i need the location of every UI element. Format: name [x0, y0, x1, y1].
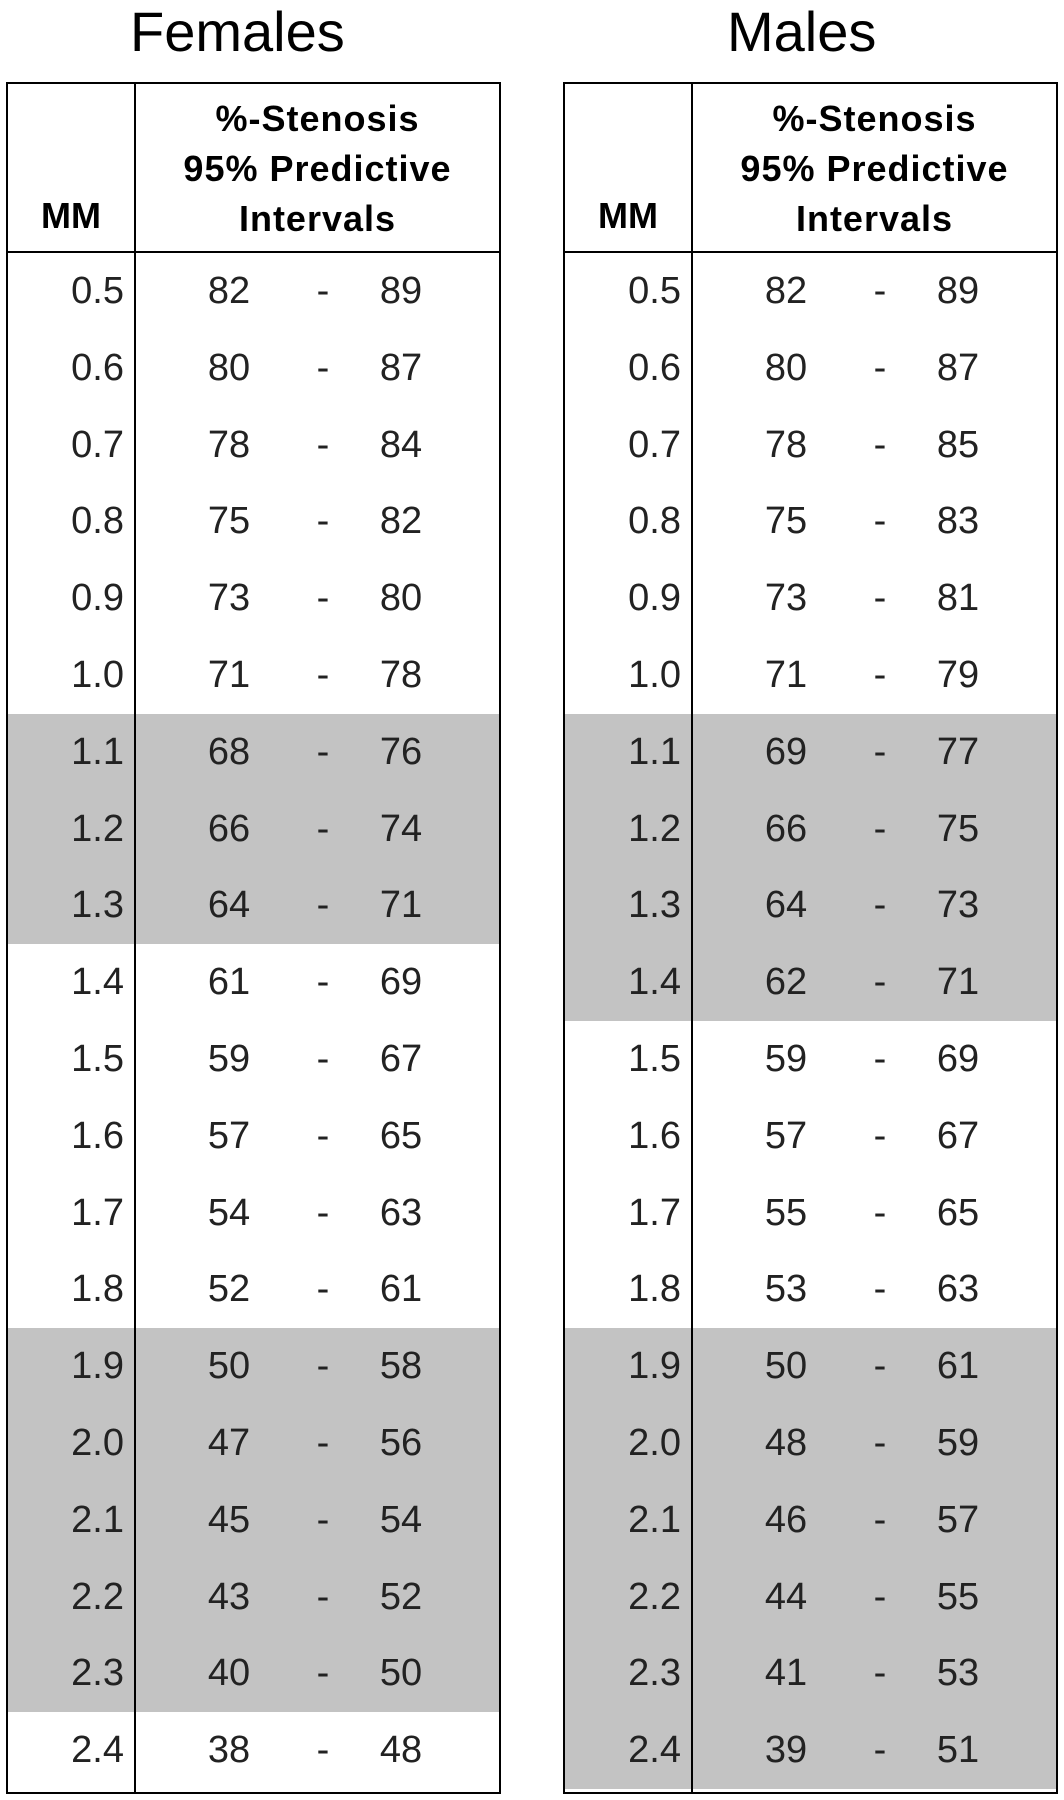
interval-separator: - [873, 1575, 887, 1618]
interval-low: 75 [764, 500, 808, 543]
interval-low: 71 [764, 653, 808, 696]
interval-low: 59 [207, 1037, 251, 1080]
interval-header-line: %-Stenosis [772, 98, 977, 139]
table-row [565, 1559, 1056, 1636]
interval-low: 52 [207, 1268, 251, 1311]
interval-low: 82 [207, 270, 251, 312]
interval-low: 73 [764, 577, 808, 620]
interval-separator: - [316, 1421, 330, 1464]
interval-separator: - [316, 1498, 330, 1541]
mm-value: 0.5 [71, 270, 124, 312]
interval-high: 74 [379, 807, 423, 850]
table-row [8, 944, 499, 1021]
mm-value: 0.9 [71, 577, 124, 620]
interval-column-header [693, 94, 1056, 244]
interval-separator: - [316, 807, 330, 850]
interval-header-line: 95% Predictive [183, 148, 452, 189]
table-row [8, 714, 499, 791]
females-table [6, 82, 501, 1794]
mm-value: 0.8 [71, 500, 124, 543]
table-row [8, 407, 499, 484]
interval-separator: - [316, 577, 330, 620]
table-row [8, 483, 499, 560]
header-divider [565, 251, 1056, 253]
table-row [8, 1251, 499, 1328]
interval-low: 73 [207, 577, 251, 620]
table-row [565, 330, 1056, 407]
interval-high: 80 [379, 577, 423, 620]
interval-low: 54 [207, 1191, 251, 1234]
interval-high: 61 [379, 1268, 423, 1311]
interval-low: 64 [207, 884, 251, 927]
mm-value: 2.2 [628, 1575, 681, 1618]
interval-low: 61 [207, 961, 251, 1004]
mm-value: 0.6 [628, 346, 681, 389]
interval-high: 50 [379, 1652, 423, 1695]
males-table [563, 82, 1058, 1794]
interval-separator: - [316, 423, 330, 466]
table-row [8, 330, 499, 407]
interval-separator: - [873, 1345, 887, 1388]
mm-value: 2.0 [628, 1421, 681, 1464]
interval-header-line: Intervals [238, 198, 397, 239]
table-row [8, 1328, 499, 1405]
table-row [565, 1175, 1056, 1252]
interval-low: 38 [207, 1729, 251, 1772]
interval-header-line: Intervals [795, 198, 954, 239]
table-row [8, 253, 499, 330]
interval-low: 75 [207, 500, 251, 543]
interval-column-header [136, 94, 499, 244]
interval-separator: - [873, 653, 887, 696]
table-row [565, 1328, 1056, 1405]
interval-separator: - [316, 1037, 330, 1080]
interval-high: 65 [936, 1191, 980, 1234]
interval-low: 39 [764, 1729, 808, 1772]
interval-separator: - [316, 730, 330, 773]
interval-high: 81 [936, 577, 980, 620]
interval-low: 62 [764, 961, 808, 1004]
males-title: Males [727, 0, 877, 63]
interval-high: 51 [936, 1729, 980, 1772]
table-row [565, 1482, 1056, 1559]
mm-value: 2.1 [628, 1498, 681, 1541]
mm-value: 1.6 [71, 1114, 124, 1157]
interval-high: 87 [379, 346, 423, 389]
interval-separator: - [873, 346, 887, 389]
interval-header-line: 95% Predictive [740, 148, 1009, 189]
mm-value: 0.7 [71, 423, 124, 466]
interval-high: 56 [379, 1421, 423, 1464]
mm-value: 1.4 [628, 961, 681, 1004]
interval-low: 41 [764, 1652, 808, 1695]
table-row [565, 407, 1056, 484]
interval-high: 59 [936, 1421, 980, 1464]
table-row [8, 1175, 499, 1252]
interval-high: 79 [936, 653, 980, 696]
females-rows [8, 253, 499, 1789]
interval-low: 64 [764, 884, 808, 927]
mm-value: 2.0 [71, 1421, 124, 1464]
mm-value: 0.8 [628, 500, 681, 543]
interval-high: 67 [379, 1037, 423, 1080]
interval-separator: - [316, 961, 330, 1004]
interval-separator: - [873, 1037, 887, 1080]
mm-value: 1.5 [71, 1037, 124, 1080]
mm-value: 1.9 [71, 1345, 124, 1388]
interval-low: 69 [764, 730, 808, 773]
mm-value: 2.4 [628, 1729, 681, 1772]
interval-low: 68 [207, 730, 251, 773]
interval-high: 58 [379, 1345, 423, 1388]
interval-high: 75 [936, 807, 980, 850]
interval-low: 78 [207, 423, 251, 466]
interval-separator: - [316, 1191, 330, 1234]
table-row [8, 1635, 499, 1712]
mm-value: 2.3 [628, 1652, 681, 1695]
table-row [565, 1712, 1056, 1789]
interval-header-line: %-Stenosis [215, 98, 420, 139]
interval-high: 78 [379, 653, 423, 696]
interval-low: 82 [764, 270, 808, 312]
interval-separator: - [873, 1114, 887, 1157]
interval-separator: - [873, 270, 887, 312]
mm-value: 2.2 [71, 1575, 124, 1618]
mm-value: 1.0 [71, 653, 124, 696]
interval-high: 71 [936, 961, 980, 1004]
interval-high: 63 [936, 1268, 980, 1311]
table-row [8, 1482, 499, 1559]
interval-low: 47 [207, 1421, 251, 1464]
interval-high: 84 [379, 423, 423, 466]
table-row [8, 1712, 499, 1789]
table-row [565, 1021, 1056, 1098]
mm-value: 1.2 [71, 807, 124, 850]
table-row [8, 637, 499, 714]
interval-low: 57 [207, 1114, 251, 1157]
mm-value: 1.9 [628, 1345, 681, 1388]
mm-value: 1.7 [71, 1191, 124, 1234]
males-rows [565, 253, 1056, 1789]
interval-separator: - [316, 270, 330, 312]
interval-low: 71 [207, 653, 251, 696]
header-divider [8, 251, 499, 253]
table-row [565, 1635, 1056, 1712]
interval-low: 57 [764, 1114, 808, 1157]
interval-separator: - [873, 1191, 887, 1234]
table-row [565, 714, 1056, 791]
interval-high: 63 [379, 1191, 423, 1234]
mm-value: 1.7 [628, 1191, 681, 1234]
interval-separator: - [873, 807, 887, 850]
interval-high: 55 [936, 1575, 980, 1618]
interval-low: 78 [764, 423, 808, 466]
interval-separator: - [316, 1652, 330, 1695]
interval-high: 82 [379, 500, 423, 543]
interval-separator: - [316, 884, 330, 927]
interval-low: 66 [764, 807, 808, 850]
mm-value: 0.6 [71, 346, 124, 389]
interval-high: 87 [936, 346, 980, 389]
interval-high: 52 [379, 1575, 423, 1618]
table-row [565, 944, 1056, 1021]
interval-low: 44 [764, 1575, 808, 1618]
interval-high: 85 [936, 423, 980, 466]
mm-value: 1.5 [628, 1037, 681, 1080]
interval-high: 77 [936, 730, 980, 773]
interval-low: 50 [764, 1345, 808, 1388]
interval-high: 57 [936, 1498, 980, 1541]
interval-separator: - [316, 500, 330, 543]
table-row [565, 791, 1056, 868]
mm-value: 1.1 [71, 730, 124, 773]
interval-separator: - [873, 1498, 887, 1541]
interval-high: 65 [379, 1114, 423, 1157]
interval-separator: - [316, 346, 330, 389]
mm-value: 0.7 [628, 423, 681, 466]
interval-separator: - [873, 423, 887, 466]
interval-low: 53 [764, 1268, 808, 1311]
table-row [565, 637, 1056, 714]
mm-value: 2.1 [71, 1498, 124, 1541]
interval-high: 48 [379, 1729, 423, 1772]
table-row [8, 560, 499, 637]
interval-low: 66 [207, 807, 251, 850]
table-row [8, 791, 499, 868]
column-divider [691, 84, 693, 1792]
table-row [565, 1251, 1056, 1328]
table-row [8, 1559, 499, 1636]
interval-separator: - [873, 1729, 887, 1772]
interval-low: 59 [764, 1037, 808, 1080]
interval-low: 48 [764, 1421, 808, 1464]
mm-value: 2.3 [71, 1652, 124, 1695]
table-row [565, 483, 1056, 560]
table-row [565, 253, 1056, 330]
interval-low: 45 [207, 1498, 251, 1541]
interval-high: 89 [936, 270, 980, 312]
interval-separator: - [873, 1421, 887, 1464]
interval-high: 69 [379, 961, 423, 1004]
mm-value: 0.9 [628, 577, 681, 620]
table-row [8, 1098, 499, 1175]
mm-value: 0.5 [628, 270, 681, 312]
interval-separator: - [873, 1268, 887, 1311]
interval-high: 69 [936, 1037, 980, 1080]
interval-separator: - [873, 1652, 887, 1695]
table-row [8, 867, 499, 944]
mm-value: 1.3 [71, 884, 124, 927]
table-row [8, 1405, 499, 1482]
mm-column-header: MM [598, 195, 658, 236]
table-row [565, 1098, 1056, 1175]
interval-low: 46 [764, 1498, 808, 1541]
females-title: Females [130, 0, 345, 63]
interval-high: 76 [379, 730, 423, 773]
table-row [565, 560, 1056, 637]
interval-low: 43 [207, 1575, 251, 1618]
mm-value: 1.3 [628, 884, 681, 927]
interval-low: 50 [207, 1345, 251, 1388]
mm-value: 1.8 [628, 1268, 681, 1311]
interval-high: 53 [936, 1652, 980, 1695]
mm-value: 1.4 [71, 961, 124, 1004]
interval-low: 40 [207, 1652, 251, 1695]
interval-high: 73 [936, 884, 980, 927]
mm-value: 1.6 [628, 1114, 681, 1157]
interval-high: 54 [379, 1498, 423, 1541]
table-row [8, 1021, 499, 1098]
mm-value: 1.8 [71, 1268, 124, 1311]
table-row [565, 867, 1056, 944]
column-divider [134, 84, 136, 1792]
interval-separator: - [873, 884, 887, 927]
interval-high: 67 [936, 1114, 980, 1157]
interval-separator: - [316, 1345, 330, 1388]
interval-separator: - [316, 653, 330, 696]
interval-separator: - [316, 1268, 330, 1311]
interval-separator: - [873, 730, 887, 773]
interval-low: 55 [764, 1191, 808, 1234]
interval-separator: - [873, 577, 887, 620]
interval-separator: - [316, 1729, 330, 1772]
interval-separator: - [316, 1575, 330, 1618]
mm-value: 1.2 [628, 807, 681, 850]
interval-separator: - [873, 961, 887, 1004]
interval-separator: - [316, 1114, 330, 1157]
interval-separator: - [873, 500, 887, 543]
mm-value: 2.4 [71, 1729, 124, 1772]
interval-high: 71 [379, 884, 423, 927]
mm-column-header: MM [41, 195, 101, 236]
mm-value: 1.1 [628, 730, 681, 773]
interval-low: 80 [207, 346, 251, 389]
interval-high: 83 [936, 500, 980, 543]
table-row [565, 1405, 1056, 1482]
interval-low: 80 [764, 346, 808, 389]
interval-high: 89 [379, 270, 423, 312]
interval-high: 61 [936, 1345, 980, 1388]
mm-value: 1.0 [628, 653, 681, 696]
